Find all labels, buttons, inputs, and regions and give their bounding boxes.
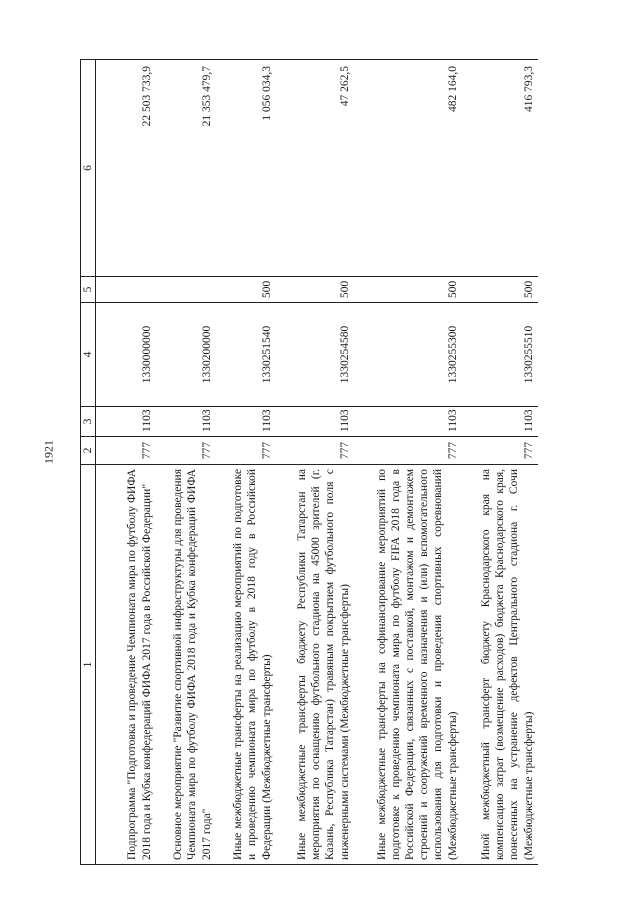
row-col-3: 1103 — [462, 407, 538, 437]
table-row — [96, 60, 156, 865]
row-col-6: 21 353 479,7 — [156, 60, 216, 277]
row-col-5: 500 — [216, 277, 276, 303]
row-name: Иные межбюджетные трансферты на реализацию мероприятий по подготовке и проведению чемпионата мира по футболу в 2018 году в Российской Федерации (Межбюджетные трансферты) — [216, 465, 276, 865]
row-col-3: 1103 — [96, 407, 156, 437]
rotated-page-content — [80, 60, 572, 865]
header-col-5: 5 — [81, 277, 96, 303]
row-name: Иные межбюджетные трансферты на софинансирование мероприятий по подготовке к проведению чемпионата мира по футболу FIFA 2018 года в Российской Федерации, связанных с поставкой, монтажом и демонтажем строений и сооружений временного назначения и (или) вспомогательного использования для подготовки и проведения спортивных соревнований (Межбюджетные трансферты) — [354, 465, 462, 865]
row-col-3: 1103 — [276, 407, 354, 437]
row-col-3: 1103 — [216, 407, 276, 437]
row-col-3: 1103 — [156, 407, 216, 437]
header-col-2: 2 — [81, 437, 96, 465]
row-col-2: 777 — [96, 437, 156, 465]
row-col-2: 777 — [462, 437, 538, 465]
row-col-5: 500 — [354, 277, 462, 303]
row-col-6: 482 164,0 — [354, 60, 462, 277]
header-col-4: 4 — [81, 303, 96, 407]
row-col-4: 1330200000 — [156, 303, 216, 407]
row-col-2: 777 — [276, 437, 354, 465]
header-row — [81, 60, 96, 865]
row-col-4: 1330000000 — [96, 303, 156, 407]
row-col-5 — [96, 277, 156, 303]
row-name: Основное мероприятие "Развитие спортивной инфраструктуры для проведения Чемпионата мира по футболу ФИФА 2018 года и Кубка конфедераций ФИФА 2017 года" — [156, 465, 216, 865]
row-col-6: 416 793,3 — [462, 60, 538, 277]
row-col-5 — [156, 277, 216, 303]
budget-table — [80, 59, 538, 865]
row-name: Иной межбюджетный трансферт бюджету Краснодарского края на компенсацию затрат (возмещение расходов) бюджета Краснодарского края, понесенных на устранение дефектов Центрального стадиона г. Сочи (Межбюджетные трансферты) — [462, 465, 538, 865]
table-row — [216, 60, 276, 865]
table-row — [462, 60, 538, 865]
row-name: Иные межбюджетные трансферты бюджету Республики Татарстан на мероприятия по оснащению футбольного стадиона на 45000 зрителей (г. Казань, Республика Татарстан) травяным покрытием футбольного поля с инженерными системами (Межбюджетные трансферты) — [276, 465, 354, 865]
header-col-3: 3 — [81, 407, 96, 437]
page-number-text: 1921 — [41, 440, 56, 464]
row-col-2: 777 — [156, 437, 216, 465]
row-col-4: 1330251540 — [216, 303, 276, 407]
row-col-4: 1330254580 — [276, 303, 354, 407]
row-name: Подпрограмма "Подготовка и проведение Чемпионата мира по футболу ФИФА 2018 года и Кубка конфедераций ФИФА 2017 года в Российской Федерации" — [96, 465, 156, 865]
header-col-6: 6 — [81, 60, 96, 277]
table-row — [354, 60, 462, 865]
row-col-4: 1330255300 — [354, 303, 462, 407]
table-row — [156, 60, 216, 865]
row-col-5: 500 — [462, 277, 538, 303]
row-col-2: 777 — [216, 437, 276, 465]
row-col-5: 500 — [276, 277, 354, 303]
table-row — [276, 60, 354, 865]
row-col-4: 1330255510 — [462, 303, 538, 407]
row-col-2: 777 — [354, 437, 462, 465]
header-col-1: 1 — [81, 465, 96, 865]
row-col-3: 1103 — [354, 407, 462, 437]
page-number — [38, 437, 60, 467]
row-col-6: 22 503 733,9 — [96, 60, 156, 277]
row-col-6: 1 056 034,3 — [216, 60, 276, 277]
row-col-6: 47 262,5 — [276, 60, 354, 277]
